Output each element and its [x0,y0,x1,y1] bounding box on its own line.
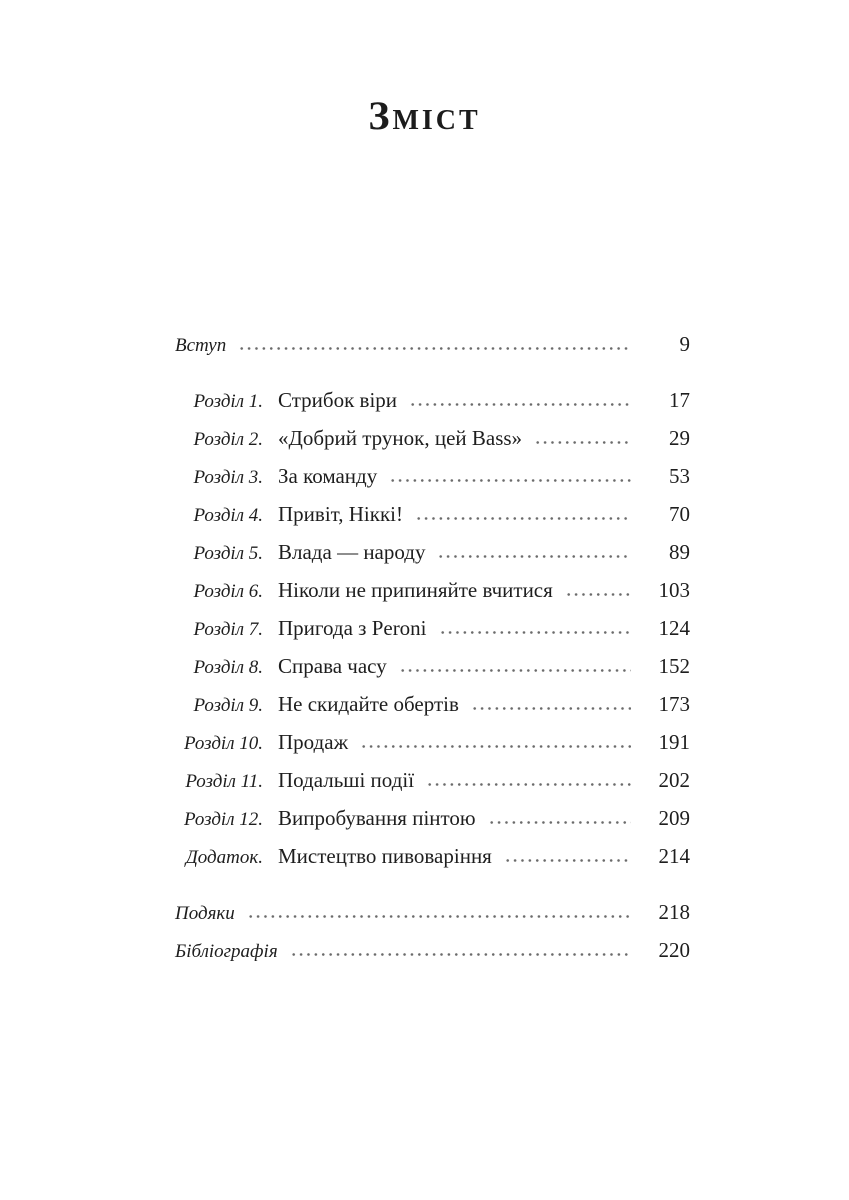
dotted-leader [387,478,631,483]
dotted-leader [407,402,631,407]
toc-entry-title: Влада — народу [278,540,426,564]
toc-entry-title: «Добрий трунок, цей Bass» [278,426,523,450]
toc-entry-label: Розділ 3. [193,467,263,488]
toc-entry-title: Випробування пінтою [278,806,476,830]
dotted-leader [486,820,631,825]
toc-entry-page: 191 [658,730,690,754]
toc-entry-label: Розділ 8. [193,657,263,678]
toc-entry-page: 89 [669,540,690,564]
toc-entry-label: Розділ 7. [193,619,263,640]
toc-entry-label: Розділ 10. [183,733,263,754]
toc-entry-label: Розділ 1. [193,391,263,412]
toc-entry [175,464,690,502]
toc-entry [175,900,690,938]
toc-entry [175,502,690,540]
dotted-leader [435,554,631,559]
dotted-leader [502,858,631,863]
toc-entry [175,616,690,654]
toc-entry-title: Привіт, Ніккі! [278,502,403,526]
toc-entry [175,388,690,426]
toc-entry [175,692,690,730]
toc-entry-page: 103 [658,578,690,602]
toc-entry-page: 173 [658,692,690,716]
dotted-leader [413,516,631,521]
toc-list [175,332,690,976]
toc-entry [175,654,690,692]
toc-entry-page: 9 [679,332,690,356]
page-title: Зміст [368,93,481,138]
toc-entry-page: 218 [658,900,690,924]
toc-entry-label: Вступ [175,335,227,356]
toc-entry-page: 209 [658,806,690,830]
dotted-leader [424,782,631,787]
toc-entry-title: Пригода з Peroni [278,616,427,640]
toc-entry-page: 17 [669,388,690,412]
toc-entry-title: Мистецтво пивоваріння [278,844,492,868]
toc-entry-title: Подальші події [278,768,415,792]
toc-entry-label: Бібліографія [175,941,278,962]
toc-entry-page: 70 [669,502,690,526]
dotted-leader [563,592,631,597]
toc-entry-label: Подяки [175,903,235,924]
toc-entry-label: Розділ 6. [193,581,263,602]
toc-entry-page: 124 [658,616,690,640]
toc-entry-label: Розділ 2. [193,429,263,450]
toc-entry-label: Розділ 9. [193,695,263,716]
toc-entry-label: Розділ 4. [193,505,263,526]
dotted-leader [532,440,631,445]
toc-entry-label: Розділ 11. [185,771,263,792]
toc-entry [175,540,690,578]
toc-entry [175,730,690,768]
toc-entry-title: Не скидайте обертів [278,692,459,716]
toc-entry [175,844,690,882]
toc-entry [175,768,690,806]
dotted-leader [288,952,631,957]
toc-entry-title: Справа часу [278,654,387,678]
toc-entry-page: 152 [658,654,690,678]
toc-entry-page: 214 [658,844,690,868]
toc-entry-page: 202 [658,768,690,792]
dotted-leader [397,668,631,673]
dotted-leader [358,744,631,749]
toc-entry [175,938,690,976]
toc-entry-page: 53 [669,464,690,488]
toc-entry-title: Ніколи не припиняйте вчитися [278,578,553,602]
toc-entry-label: Додаток. [185,847,263,868]
dotted-leader [236,346,631,351]
toc-entry-page: 220 [658,938,690,962]
toc-entry-title: За команду [278,464,378,488]
dotted-leader [437,630,631,635]
toc-entry-label: Розділ 12. [183,809,263,830]
toc-entry-title: Продаж [278,730,349,754]
dotted-leader [245,914,631,919]
toc-entry-title: Стрибок віри [278,388,398,412]
toc-entry [175,426,690,464]
toc-entry [175,806,690,844]
toc-entry-page: 29 [669,426,690,450]
toc-entry-label: Розділ 5. [193,543,263,564]
toc-entry [175,332,690,370]
toc-entry [175,578,690,616]
dotted-leader [469,706,631,711]
